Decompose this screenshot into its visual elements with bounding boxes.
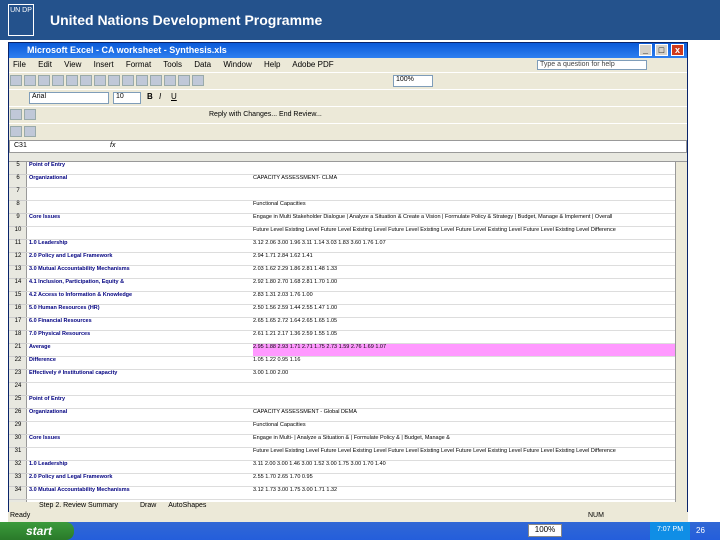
values-cell[interactable]: 3.00 1.00 2.00 bbox=[253, 370, 289, 376]
row-number[interactable]: 34 bbox=[9, 487, 27, 500]
values-cell[interactable]: 3.12 1.73 3.00 1.75 3.00 1.71 1.32 bbox=[253, 487, 338, 493]
fx-icon: fx bbox=[110, 142, 116, 149]
menu-data[interactable]: Data bbox=[194, 60, 212, 69]
row-headers bbox=[9, 162, 27, 502]
table-row bbox=[27, 448, 687, 461]
values-cell[interactable]: Engage in Multi Stakeholder Dialogue | Analyze a Situation & Create a Vision | Formulate Policy & Strategy | Budget, Manage & Implement | Overall bbox=[253, 214, 613, 220]
table-row bbox=[27, 422, 687, 435]
row-number[interactable]: 32 bbox=[9, 461, 27, 474]
menu-edit[interactable]: Edit bbox=[38, 60, 52, 69]
core-issue-cell[interactable]: 7.0 Physical Resources bbox=[29, 331, 91, 337]
core-issue-cell[interactable]: 4.2 Access to Information & Knowledge bbox=[29, 292, 133, 298]
table-row bbox=[27, 162, 687, 175]
row-number[interactable]: 33 bbox=[9, 474, 27, 487]
italic-icon[interactable]: I bbox=[159, 92, 162, 101]
table-row bbox=[27, 409, 687, 422]
table-row bbox=[27, 279, 687, 292]
values-cell[interactable]: 2.83 1.31 2.03 1.76 1.00 bbox=[253, 292, 313, 298]
menu-adobe-pdf[interactable]: Adobe PDF bbox=[292, 60, 334, 69]
comment-icon[interactable] bbox=[24, 109, 36, 120]
presentation-header bbox=[0, 0, 720, 40]
standard-toolbar bbox=[9, 72, 687, 89]
paste-icon[interactable] bbox=[122, 75, 134, 86]
values-cell[interactable]: 2.94 1.71 2.84 1.62 1.41 bbox=[253, 253, 313, 259]
name-box[interactable]: C31 bbox=[14, 142, 27, 149]
new-icon[interactable] bbox=[10, 75, 22, 86]
close-button[interactable]: x bbox=[671, 44, 684, 56]
taskbar bbox=[0, 522, 720, 540]
row-number[interactable]: 29 bbox=[9, 422, 27, 435]
values-cell[interactable]: Functional Capacities bbox=[253, 201, 306, 207]
values-cell[interactable]: 3.12 2.06 3.00 1.96 3.11 1.14 3.03 1.83 3.60 1.76 1.07 bbox=[253, 240, 386, 246]
row-number[interactable]: 30 bbox=[9, 435, 27, 448]
window-title: Microsoft Excel - CA worksheet - Synthesis.xls bbox=[27, 45, 227, 55]
table-row bbox=[27, 487, 687, 500]
row-number[interactable]: 24 bbox=[9, 383, 27, 396]
values-cell[interactable]: 2.95 1.88 2.93 1.71 2.71 1.75 2.73 1.59 2.76 1.69 1.07 bbox=[253, 344, 683, 356]
table-row bbox=[27, 227, 687, 240]
autosum-icon[interactable] bbox=[164, 75, 176, 86]
core-issue-cell[interactable]: Effectively # Institutional capacity bbox=[29, 370, 118, 376]
menu-window[interactable]: Window bbox=[223, 60, 252, 69]
table-row bbox=[27, 240, 687, 253]
font-size-field[interactable]: 10 bbox=[113, 92, 141, 104]
row-number[interactable]: 8 bbox=[9, 201, 27, 214]
menu-tools[interactable]: Tools bbox=[163, 60, 182, 69]
row-number[interactable]: 9 bbox=[9, 214, 27, 227]
zoom-field[interactable]: 100% bbox=[393, 75, 433, 87]
core-issue-cell[interactable] bbox=[29, 383, 249, 395]
spelling-icon[interactable] bbox=[80, 75, 92, 86]
core-issue-cell[interactable]: 1.0 Leadership bbox=[29, 461, 68, 467]
cut-icon[interactable] bbox=[94, 75, 106, 86]
organization-title: United Nations Development Programme bbox=[50, 12, 323, 28]
status-num: NUM bbox=[588, 512, 604, 519]
taskbar-zoom: 100% bbox=[528, 524, 562, 537]
row-number[interactable]: 22 bbox=[9, 357, 27, 370]
review-icon[interactable] bbox=[10, 109, 22, 120]
row-number[interactable]: 12 bbox=[9, 253, 27, 266]
reviewing-toolbar bbox=[9, 106, 687, 123]
table-row bbox=[27, 266, 687, 279]
table-row bbox=[27, 474, 687, 487]
values-cell[interactable]: 2.92 1.80 2.70 1.68 2.81 1.70 1.00 bbox=[253, 279, 338, 285]
row-number[interactable]: 11 bbox=[9, 240, 27, 253]
row-number[interactable]: 17 bbox=[9, 318, 27, 331]
values-cell[interactable]: 1.05 1.22 0.95 1.16 bbox=[253, 357, 301, 363]
undp-logo: UN DP bbox=[8, 4, 34, 36]
values-cell[interactable]: CAPACITY ASSESSMENT - Global DEMA bbox=[253, 409, 357, 415]
draw-menu[interactable]: Draw bbox=[139, 502, 157, 509]
core-issue-cell[interactable]: Point of Entry bbox=[29, 396, 66, 402]
values-cell[interactable]: Engage in Multi- | Analyze a Situation & | Formulate Policy & | Budget, Manage & bbox=[253, 435, 450, 441]
values-cell[interactable]: 2.65 1.65 2.72 1.64 2.65 1.65 1.05 bbox=[253, 318, 338, 324]
table-row bbox=[27, 214, 687, 227]
row-number[interactable]: 26 bbox=[9, 409, 27, 422]
menu-format[interactable]: Format bbox=[125, 60, 152, 69]
pdf-mail-icon[interactable] bbox=[24, 126, 36, 137]
row-number[interactable]: 5 bbox=[9, 162, 27, 175]
values-cell[interactable]: Future Level Existing Level Future Level Existing Level Future Level Existing Level Future Level Existing Level Future Level Existing Level Difference bbox=[253, 227, 616, 233]
values-cell[interactable]: 2.03 1.62 2.29 1.86 2.81 1.48 1.33 bbox=[253, 266, 338, 272]
row-number[interactable]: 14 bbox=[9, 279, 27, 292]
excel-window bbox=[8, 42, 688, 512]
start-button[interactable]: start bbox=[0, 522, 74, 540]
formula-bar bbox=[9, 140, 687, 153]
reply-changes-text[interactable]: Reply with Changes... End Review... bbox=[209, 111, 322, 118]
menu-view[interactable]: View bbox=[64, 60, 82, 69]
minimize-button[interactable]: _ bbox=[639, 44, 652, 56]
table-row bbox=[27, 175, 687, 188]
row-number[interactable]: 7 bbox=[9, 188, 27, 201]
status-bar bbox=[8, 512, 688, 522]
worksheet-grid[interactable] bbox=[27, 162, 687, 502]
values-cell[interactable]: 2.61 1.21 2.17 1.36 2.59 1.55 1.05 bbox=[253, 331, 338, 337]
vertical-scrollbar[interactable] bbox=[675, 162, 687, 502]
table-row bbox=[27, 318, 687, 331]
core-issue-cell[interactable]: 3.0 Mutual Accountability Mechanisms bbox=[29, 487, 130, 493]
row-number[interactable]: 23 bbox=[9, 370, 27, 383]
core-issue-cell[interactable]: 5.0 Human Resources (HR) bbox=[29, 305, 100, 311]
core-issue-cell[interactable]: Core Issues bbox=[29, 435, 61, 441]
table-row bbox=[27, 383, 687, 396]
core-issue-cell[interactable]: Core Issues bbox=[29, 214, 61, 220]
row-number[interactable]: 25 bbox=[9, 396, 27, 409]
autoshapes-menu[interactable]: AutoShapes bbox=[168, 502, 207, 509]
sheet-tab-step2[interactable]: Step 2. Review Summary bbox=[39, 502, 118, 509]
window-titlebar bbox=[9, 43, 687, 58]
extra-toolbar bbox=[9, 123, 687, 140]
underline-icon[interactable]: U bbox=[171, 92, 177, 101]
table-row bbox=[27, 292, 687, 305]
copy-icon[interactable] bbox=[108, 75, 120, 86]
undo-icon[interactable] bbox=[136, 75, 148, 86]
core-issue-cell[interactable]: 2.0 Policy and Legal Framework bbox=[29, 474, 113, 480]
menu-insert[interactable]: Insert bbox=[93, 60, 114, 69]
core-issue-cell[interactable]: 4.1 Inclusion, Participation, Equity & bbox=[29, 279, 125, 285]
preview-icon[interactable] bbox=[66, 75, 78, 86]
table-row bbox=[27, 435, 687, 448]
row-number[interactable]: 15 bbox=[9, 292, 27, 305]
core-issue-cell[interactable] bbox=[29, 422, 249, 434]
values-cell[interactable]: Future Level Existing Level Future Level Existing Level Future Level Existing Level Future Level Existing Level Future Level Existing Level Difference bbox=[253, 448, 616, 454]
row-number[interactable]: 18 bbox=[9, 331, 27, 344]
core-issue-cell[interactable]: Organizational bbox=[29, 175, 68, 181]
row-number[interactable]: 13 bbox=[9, 266, 27, 279]
table-row bbox=[27, 461, 687, 474]
values-cell[interactable]: 3.11 2.00 3.00 1.46 3.00 1.52 3.00 1.75 3.00 1.70 1.40 bbox=[253, 461, 386, 467]
font-name-field[interactable]: Arial bbox=[29, 92, 109, 104]
values-cell[interactable]: 2.50 1.56 2.59 1.44 2.55 1.47 1.00 bbox=[253, 305, 338, 311]
table-row bbox=[27, 344, 687, 357]
table-row bbox=[27, 331, 687, 344]
core-issue-cell[interactable] bbox=[29, 227, 249, 239]
core-issue-cell[interactable]: Difference bbox=[29, 357, 56, 363]
chart-icon[interactable] bbox=[192, 75, 204, 86]
core-issue-cell[interactable]: Average bbox=[29, 344, 51, 350]
row-number[interactable]: 16 bbox=[9, 305, 27, 318]
column-headers bbox=[9, 153, 687, 162]
core-issue-cell[interactable] bbox=[29, 448, 249, 460]
row-number[interactable]: 31 bbox=[9, 448, 27, 461]
formatting-toolbar bbox=[9, 89, 687, 106]
table-row bbox=[27, 201, 687, 214]
core-issue-cell[interactable]: 3.0 Mutual Accountability Mechanisms bbox=[29, 266, 130, 272]
table-row bbox=[27, 188, 687, 201]
row-number[interactable]: 10 bbox=[9, 227, 27, 240]
core-issue-cell[interactable]: 2.0 Policy and Legal Framework bbox=[29, 253, 113, 259]
row-number[interactable]: 6 bbox=[9, 175, 27, 188]
bold-icon[interactable]: B bbox=[147, 92, 153, 101]
core-issue-cell[interactable]: 1.0 Leadership bbox=[29, 240, 68, 246]
core-issue-cell[interactable] bbox=[29, 201, 249, 213]
core-issue-cell[interactable]: 6.0 Financial Resources bbox=[29, 318, 92, 324]
core-issue-cell[interactable]: Point of Entry bbox=[29, 162, 66, 168]
sort-icon[interactable] bbox=[178, 75, 190, 86]
open-icon[interactable] bbox=[24, 75, 36, 86]
core-issue-cell[interactable]: Organizational bbox=[29, 409, 68, 415]
table-row bbox=[27, 370, 687, 383]
status-ready: Ready bbox=[10, 512, 31, 519]
table-row bbox=[27, 253, 687, 266]
ask-question-field[interactable]: Type a question for help bbox=[537, 60, 647, 70]
values-cell[interactable]: CAPACITY ASSESSMENT- CLMA bbox=[253, 175, 338, 181]
clock: 7:07 PM bbox=[650, 522, 690, 540]
maximize-button[interactable]: □ bbox=[655, 44, 668, 56]
save-icon[interactable] bbox=[38, 75, 50, 86]
values-cell[interactable]: 2.55 1.70 2.65 1.70 0.95 bbox=[253, 474, 313, 480]
slide-number: 26 bbox=[696, 526, 705, 535]
menu-file[interactable]: File bbox=[13, 60, 26, 69]
core-issue-cell[interactable] bbox=[29, 188, 249, 200]
table-row bbox=[27, 357, 687, 370]
redo-icon[interactable] bbox=[150, 75, 162, 86]
pdf-icon[interactable] bbox=[10, 126, 22, 137]
row-number[interactable]: 21 bbox=[9, 344, 27, 357]
print-icon[interactable] bbox=[52, 75, 64, 86]
table-row bbox=[27, 396, 687, 409]
menu-help[interactable]: Help bbox=[264, 60, 281, 69]
table-row bbox=[27, 305, 687, 318]
values-cell[interactable]: Functional Capacities bbox=[253, 422, 306, 428]
